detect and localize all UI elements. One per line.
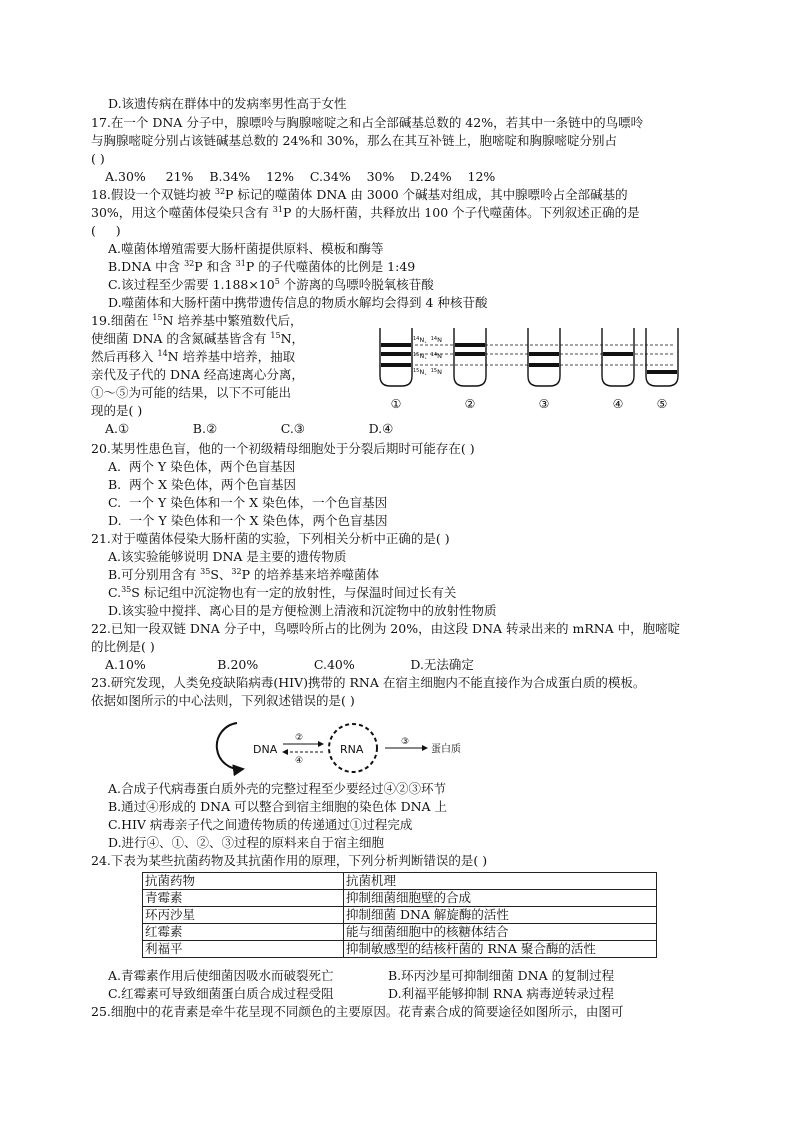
q17-stem-line1: 17.在一个 DNA 分子中，腺嘌呤与胸腺嘧啶之和占全部碱基总数的 42%，若其中一条链中的鸟嘌呤 xyxy=(91,115,644,130)
q22-stem-line1: 22.已知一段双链 DNA 分子中，鸟嘌呤所占的比例为 20%，由这段 DNA 转录出来的 mRNA 中，胞嘧啶 xyxy=(91,621,681,636)
q21-option-b: B.可分别用含有 $^{35}$S、$^{32}$P 的培养基来培养噬菌体 xyxy=(108,567,379,582)
q20-option-d: D. 一个 Y 染色体和一个 X 染色体，两个色盲基因 xyxy=(108,513,388,528)
q18-option-a: A.噬菌体增殖需要大肠杆菌提供原料、模板和酶等 xyxy=(108,241,384,256)
table-header-mechanism: 抗菌机理 xyxy=(344,873,657,890)
tube-label-15-15: $^{15}$N、$^{15}$N xyxy=(413,368,442,376)
q19-stem-line1: 19.细菌在 $^{15}$N 培养基中繁殖数代后， xyxy=(91,313,303,328)
q24-option-d: D.利福平能够抑制 RNA 病毒逆转录过程 xyxy=(388,986,614,1001)
q21-stem: 21.对于噬菌体侵染大肠杆菌的实验，下列相关分析中正确的是( ) xyxy=(91,531,450,546)
tube-number-1: ① xyxy=(390,397,402,411)
q17-options: A.30% 21% B.34% 12% C.34% 30% D.24% 12% xyxy=(105,169,496,184)
q21-option-d: D.该实验中搅拌、离心目的是方便检测上清液和沉淀物中的放射性物质 xyxy=(108,603,497,618)
table-row xyxy=(143,941,657,958)
q23-stem-line2: 依据如图所示的中心法则，下列叙述错误的是( ) xyxy=(91,693,355,708)
table-cell-mechanism: 能与细菌细胞中的核糖体结合 xyxy=(344,924,657,941)
table-cell-mechanism: 抑制细菌 DNA 解旋酶的活性 xyxy=(344,907,657,924)
arrow-4-label: ④ xyxy=(295,756,304,766)
q19-options: A.① B.② C.③ D.④ xyxy=(105,421,394,436)
q25-stem-line1: 25.细胞中的花青素是牵牛花呈现不同颜色的主要原因。花青素合成的简要途径如图所示，由图可 xyxy=(91,1004,624,1019)
tube-label-14-14: $^{14}$N、$^{14}$N xyxy=(413,336,442,344)
q16-option-d: D.该遗传病在群体中的发病率男性高于女性 xyxy=(108,96,347,111)
table-header-row xyxy=(143,873,657,890)
q23-option-b: B.通过④形成的 DNA 可以整合到宿主细胞的染色体 DNA 上 xyxy=(108,799,448,814)
table-cell-drug: 利福平 xyxy=(143,941,344,958)
protein-label: 蛋白质 xyxy=(431,744,461,755)
tube-number-2: ② xyxy=(464,397,476,411)
tube-number-4: ④ xyxy=(612,397,624,411)
tube-number-3: ③ xyxy=(538,397,550,411)
q23-option-a: A.合成子代病毒蛋白质外壳的完整过程至少要经过④②③环节 xyxy=(108,781,447,796)
table-cell-mechanism: 抑制细菌细胞壁的合成 xyxy=(344,890,657,907)
q23-stem-line1: 23.研究发现，人类免疫缺陷病毒(HIV)携带的 RNA 在宿主细胞内不能直接作为合成蛋白质的模板。 xyxy=(91,675,646,690)
q18-stem-line3: ( ) xyxy=(91,223,121,238)
q22-stem-line2: 的比例是( ) xyxy=(91,639,155,654)
q18-option-c: C.该过程至少需要 $1.188\times 10^5$ 个游离的鸟嘌呤脱氧核苷酸 xyxy=(108,277,434,292)
table-cell-drug: 红霉素 xyxy=(143,924,344,941)
q23-option-d: D.进行④、①、②、③过程的原料来自于宿主细胞 xyxy=(108,835,385,850)
q19-stem-line6: 现的是( ) xyxy=(91,403,143,418)
q20-option-a: A. 两个 Y 染色体，两个色盲基因 xyxy=(108,459,296,474)
tube-number-5: ⑤ xyxy=(656,397,668,411)
table-cell-mechanism: 抑制敏感型的结核杆菌的 RNA 聚合酶的活性 xyxy=(344,941,657,958)
antibiotic-table xyxy=(142,872,657,958)
q19-stem-line3: 然后再移入 $^{14}$N 培养基中培养，抽取 xyxy=(91,349,296,364)
q24-option-c: C.红霉素可导致细菌蛋白质合成过程受阻 xyxy=(108,986,334,1001)
rna-label: RNA xyxy=(340,743,364,756)
q18-option-b: B.DNA 中含 $^{32}$P 和含 $^{31}$P 的子代噬菌体的比例是 1:49 xyxy=(108,259,416,274)
q19-stem-line2: 使细菌 DNA 的含氮碱基皆含有 $^{15}$N， xyxy=(91,331,305,346)
q21-option-c: C.$^{35}$S 标记组中沉淀物也有一定的放射性，与保温时间过长有关 xyxy=(108,585,457,600)
centrifuge-tubes-figure xyxy=(375,318,695,414)
table-header-drug: 抗菌药物 xyxy=(143,873,344,890)
table-row xyxy=(143,924,657,941)
table-row xyxy=(143,890,657,907)
q19-stem-line5: ①～⑤为可能的结果，以下不可能出 xyxy=(91,385,292,400)
q18-option-d: D.噬菌体和大肠杆菌中携带遗传信息的物质水解均会得到 4 种核苷酸 xyxy=(108,295,488,310)
q17-stem-line3: ( ) xyxy=(91,151,105,166)
q24-option-a: A.青霉素作用后使细菌因吸水而破裂死亡 xyxy=(108,968,334,983)
arrow-2-label: ② xyxy=(295,733,304,743)
q20-option-c: C. 一个 Y 染色体和一个 X 染色体，一个色盲基因 xyxy=(108,495,388,510)
table-cell-drug: 环丙沙星 xyxy=(143,907,344,924)
dna-label: DNA xyxy=(253,743,278,756)
q18-stem-line2: 30%，用这个噬菌体侵染只含有 $^{31}$P 的大肠杆菌，共释放出 100 个子代噬菌体。下列叙述正确的是 xyxy=(91,205,640,220)
table-row xyxy=(143,907,657,924)
q22-options: A.10% B.20% C.40% D.无法确定 xyxy=(105,657,474,672)
q23-option-c: C.HIV 病毒亲子代之间遗传物质的传递通过①过程完成 xyxy=(108,817,413,832)
q20-stem: 20.某男性患色盲，他的一个初级精母细胞处于分裂后期时可能存在( ) xyxy=(91,441,475,456)
arrow-3-label: ③ xyxy=(401,737,410,747)
q17-stem-line2: 与胸腺嘧啶分别占该链碱基总数的 24%和 30%，那么在其互补链上，胞嘧啶和胸腺嘧啶分别占 xyxy=(91,133,618,148)
q21-option-a: A.该实验能够说明 DNA 是主要的遗传物质 xyxy=(108,549,347,564)
q24-option-b: B.环丙沙星可抑制细菌 DNA 的复制过程 xyxy=(388,968,615,983)
q24-stem: 24.下表为某些抗菌药物及其抗菌作用的原理，下列分析判断错误的是( ) xyxy=(91,853,488,868)
q20-option-b: B. 两个 X 染色体，两个色盲基因 xyxy=(108,477,296,492)
q18-stem-line1: 18.假设一个双链均被 $^{32}$P 标记的噬菌体 DNA 由 3000 个碱基对组成，其中腺嘌呤占全部碱基的 xyxy=(91,187,628,202)
central-dogma-figure xyxy=(215,716,495,778)
table-cell-drug: 青霉素 xyxy=(143,890,344,907)
tube-label-15-14: $^{15}$N、$^{14}$N xyxy=(413,352,442,360)
q19-stem-line4: 亲代及子代的 DNA 经高速离心分离， xyxy=(91,367,304,382)
